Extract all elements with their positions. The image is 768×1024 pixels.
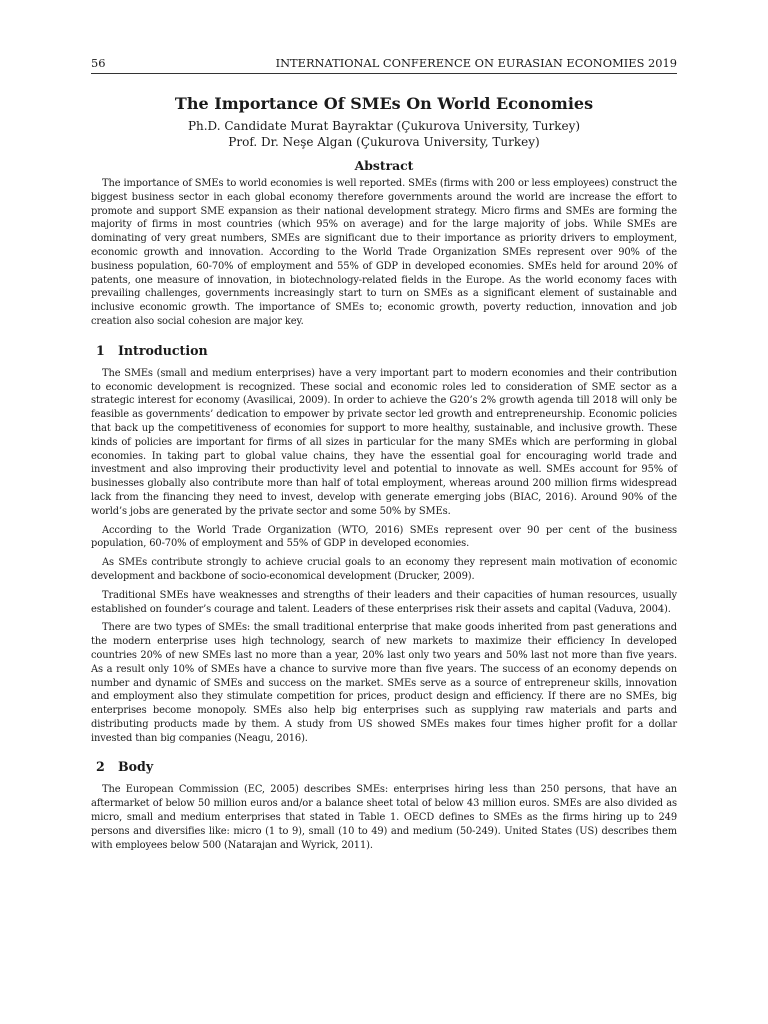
author-2: Prof. Dr. Neşe Algan (Çukurova University, Turkey) <box>228 135 540 149</box>
section-title: Introduction <box>118 342 208 358</box>
section-title: Body <box>118 759 154 775</box>
paper-page <box>91 56 677 857</box>
section-number: 2 <box>96 759 105 775</box>
section-number: 1 <box>96 342 105 358</box>
author-1: Ph.D. Candidate Murat Bayraktar (Çukurova University, Turkey) <box>187 119 581 133</box>
intro-paragraph: The SMEs (small and medium enterprises) have a very important part to modern economies and their contribution to economic development is recognized. These social and economic roles led to consideration of SME sector as a strategic interest for economy (Avasilicai, 2009). In order to achieve the G20’s 2% growth agenda till 2018 will only be feasible as governments’ dedication to empower by private sector led growth and entrepreneurship. Economic policies that back up the competitiveness of economies for support to more healthy, sustainable, and inclusive growth. These kinds of policies are important for firms of all sizes in particular for the many SMEs which are performing in global economies. In taking part to global value chains, they have the essential goal for encouraging world trade and investment and also improving their productivity level and potential to innovate as well. SMEs account for 95% of businesses globally also contribute more than half of total employment, whereas around 200 million firms widespread lack from the financing they need to invest, develop with generate emerging jobs (BIAC, 2016). Around 90% of the world’s jobs are generated by the private sector and some 50% by SMEs. <box>91 367 677 517</box>
intro-paragraph: There are two types of SMEs: the small traditional enterprise that make goods inherited from past generations and the modern enterprise uses high technology, search of new markets to maximize their efficiency In developed countries 20% of new SMEs last no more than a year, 20% last only two years and 50% last not more than five years. As a result only 10% of SMEs have a chance to survive more than five years. The success of an economy depends on number and dynamic of SMEs and success on the market. SMEs serve as a source of entrepreneur skills, innovation and employment also they stimulate competition for prices, product design and efficiency. If there are no SMEs, big enterprises become monopoly. SMEs also help big enterprises such as supplying raw materials and parts and distributing products made by them. A study from US showed SMEs makes four times higher profit for a dollar invested than big companies (Neagu, 2016). <box>91 622 677 744</box>
section-heading-introduction <box>96 343 677 359</box>
conference-name: INTERNATIONAL CONFERENCE ON EURASIAN ECONOMIES 2019 <box>275 56 677 70</box>
body-paragraph: The European Commission (EC, 2005) describes SMEs: enterprises hiring less than 250 persons, that have an aftermarket of below 50 million euros and/or a balance sheet total of below 43 million euros. SMEs are also divided as micro, small and medium enterprises that stated in Table 1. OECD defines to SMEs as the firms hiring up to 249 persons and diversifies like: micro (1 to 9), small (10 to 49) and medium (50-249). United States (US) describes them with employees below 500 (Natarajan and Wyrick, 2011). <box>91 784 677 851</box>
intro-paragraph: Traditional SMEs have weaknesses and strengths of their leaders and their capacities of human resources, usually established on founder’s courage and talent. Leaders of these enterprises risk their assets and capital (Vaduva, 2004). <box>91 589 677 615</box>
abstract-heading: Abstract <box>354 158 414 173</box>
intro-paragraph: According to the World Trade Organization (WTO, 2016) SMEs represent over 90 per cent of the business population, 60-70% of employment and 55% of GDP in developed economies. <box>91 524 677 550</box>
running-header <box>91 56 677 74</box>
intro-paragraph: As SMEs contribute strongly to achieve crucial goals to an economy they represent main motivation of economic development and backbone of socio-economical development (Drucker, 2009). <box>91 557 677 582</box>
page-number: 56 <box>91 56 106 70</box>
section-heading-body <box>96 759 677 775</box>
paper-title: The Importance Of SMEs On World Economies <box>174 94 594 113</box>
abstract-text: The importance of SMEs to world economies is well reported. SMEs (firms with 200 or less employees) construct the biggest business sector in each global economy therefore governments around the world are increase the effort to promote and support SME expansion as their national development strategy. Micro firms and SMEs are forming the majority of firms in most countries (which 95% on average) and for the large majority of jobs. While SMEs are dominating of very great numbers, SMEs are significant due to their importance as priority drivers to employment, economic growth and innovation. According to the World Trade Organization SMEs represent over 90% of the business population, 60-70% of employment and 55% of GDP in developed economies. SMEs held for around 20% of patents, one measure of innovation, in biotechnology-related fields in the Europe. As the world economy faces with prevailing challenges, governments increasingly start to turn on SMEs as a significant element of sustainable and inclusive economic growth. The importance of SMEs to; economic growth, poverty reduction, innovation and job creation also social cohesion are major key. <box>91 178 677 327</box>
